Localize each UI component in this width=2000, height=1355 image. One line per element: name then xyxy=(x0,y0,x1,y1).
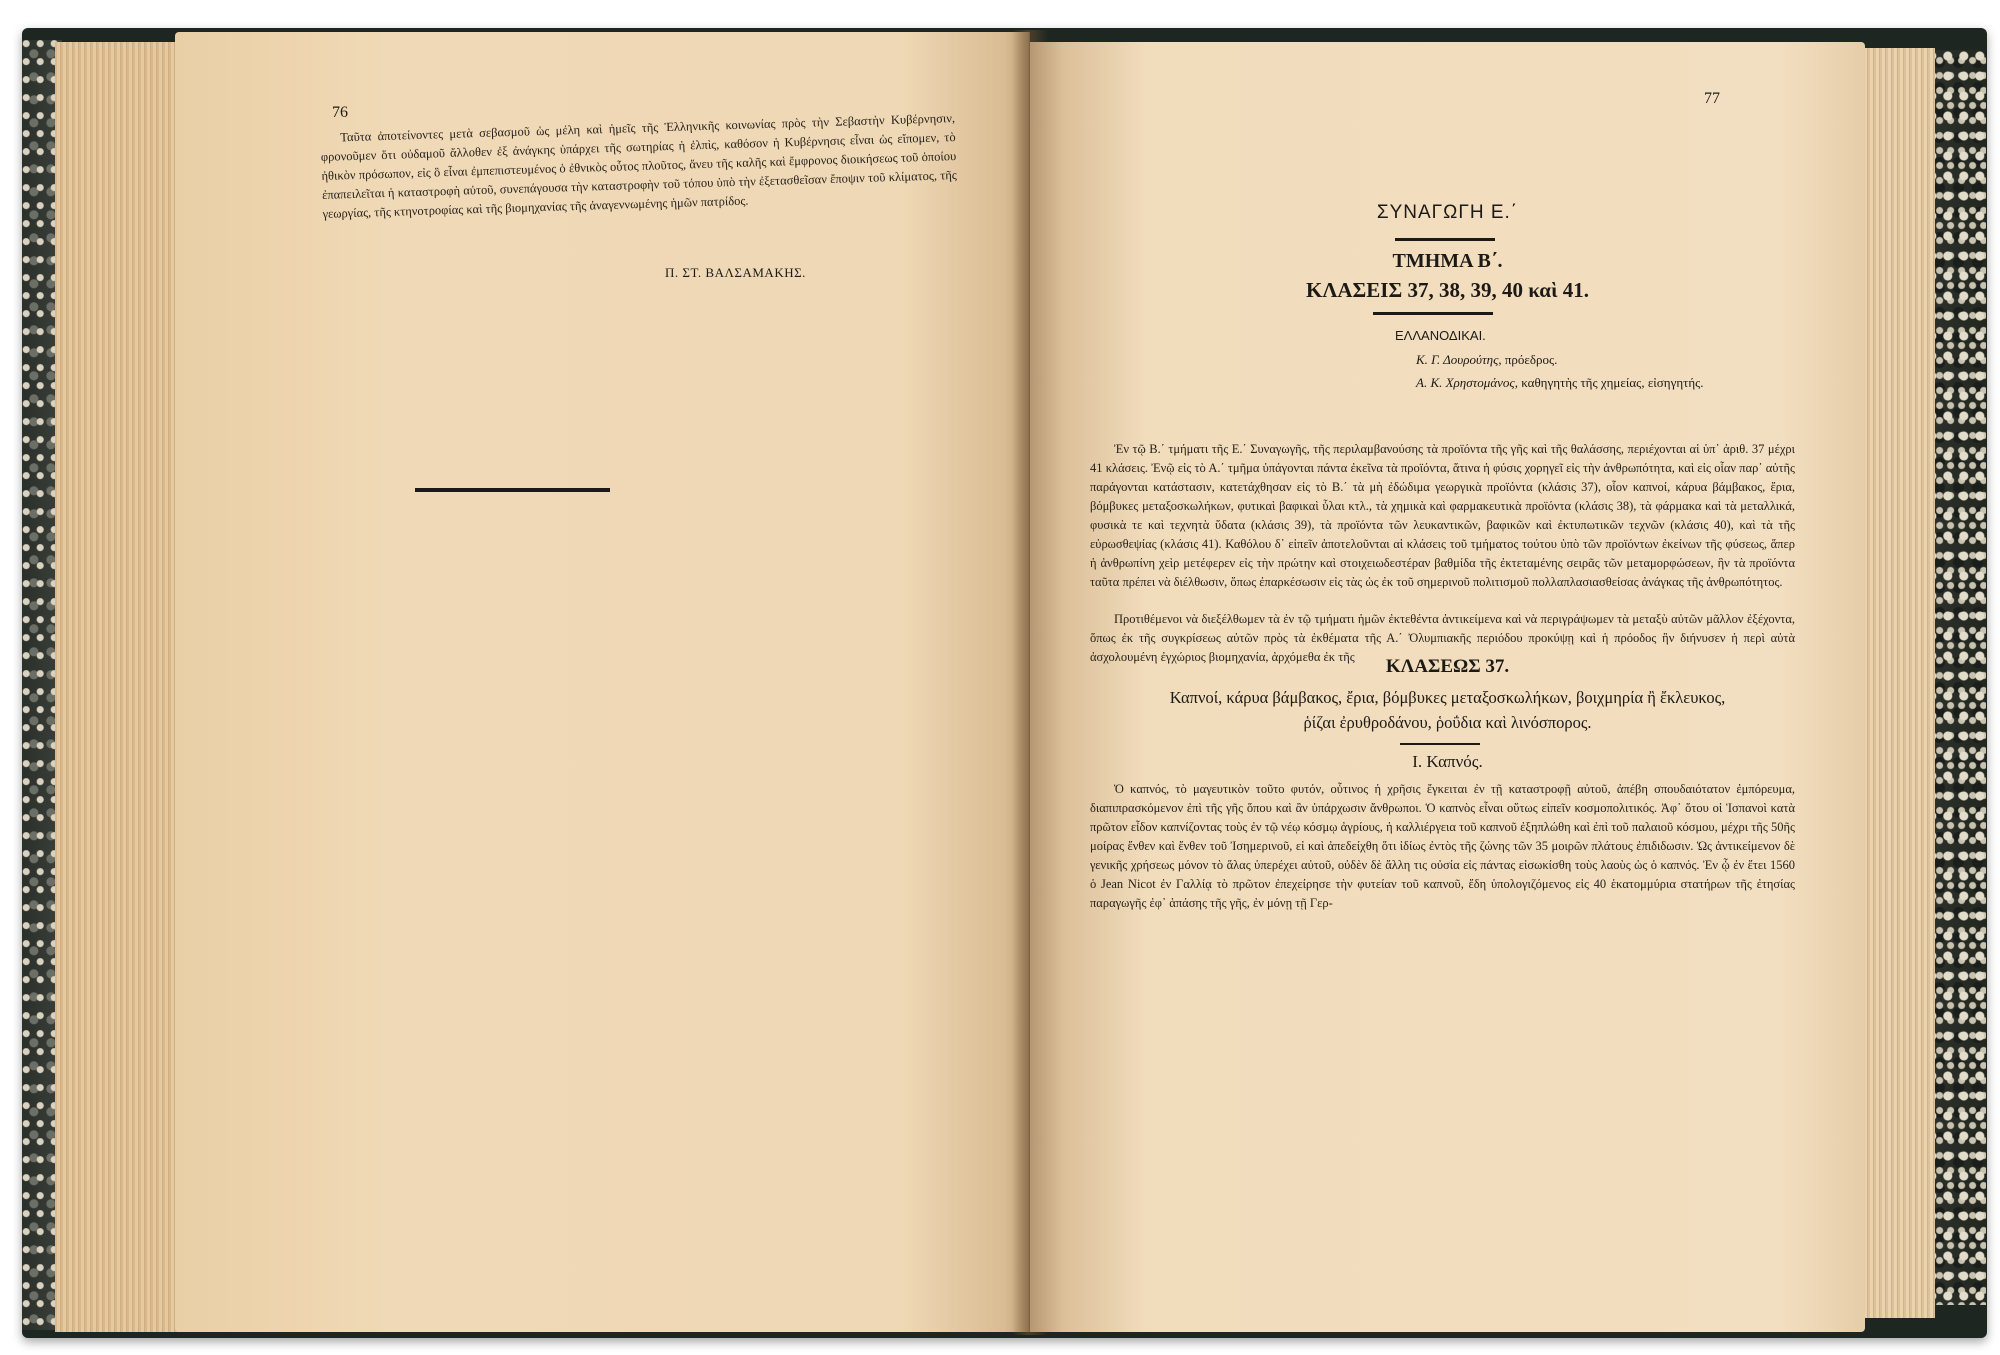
class-subtitle-line-1: Καπνοί, κάρυα βάμβακος, ἔρια, βόμβυκες μεταξοσκωλήκων, βοιχμηρία ἢ ἔκλευκος, xyxy=(1169,688,1726,707)
judge-2-role: καθηγητὴς τῆς χημείας, εἰσηγητής. xyxy=(1521,375,1704,390)
judges-label: ΕΛΛΑΝΟΔΙΚΑΙ. xyxy=(1395,328,1486,343)
heading-rule xyxy=(1395,238,1495,241)
class-subtitle-line-2: ῥίζαι ἐρυθροδάνου, ῥοΰδια καὶ λινόσπορος. xyxy=(1303,713,1592,732)
signature: Π. ΣΤ. ΒΑΛΣΑΜΑΚΗΣ. xyxy=(665,265,806,280)
judge-1-name: Κ. Γ. Δουρούτης, xyxy=(1416,352,1502,367)
judge-2-name: Α. Κ. Χρηστομάνος, xyxy=(1416,375,1518,390)
right-page xyxy=(1030,42,1865,1332)
left-page xyxy=(175,32,1030,1332)
page-number-right: 77 xyxy=(1704,90,1720,107)
left-paragraph xyxy=(320,109,958,224)
page-edges-left xyxy=(55,42,185,1332)
judge-1 xyxy=(1416,352,1557,368)
subtitle-rule xyxy=(1400,743,1480,745)
page-number-left: 76 xyxy=(332,104,348,121)
class-heading: ΚΛΑΣΕΩΣ 37. xyxy=(1385,656,1510,677)
paragraph-1 xyxy=(1090,440,1795,592)
left-paragraph-text: Ταῦτα ἀποτείνοντες μετὰ σεβασμοῦ ὡς μέλη καὶ ἡμεῖς τῆς Ἑλληνικῆς κοινωνίας πρὸς τὴν Σεβαστὴν Κυβέρνησιν, φρονοῦμεν ὅτι οὐδαμοῦ ἄλλοθεν ἐξ ἀνάγκης ὑπάρχει τῆς σωτηρίας ἡ ἐλπὶς, καθόσον ἡ Κυβέρνησις εἶναι ὡς εἴπομεν, τὸ ἠθικὸν πρόσωπον, εἰς ὃ εἶναι ἐμπεπιστευμένος ὁ ἐθνικὸς οὗτος πλοῦτος, ἄνευ τῆς καλῆς καὶ ἔμφρονος διοικήσεως τοῦ ὁποίου ἐπαπειλεῖται ἡ καταστροφὴ αὐτοῦ, συνεπάγουσα τὴν καταστροφὴν τοῦ τόπου ὑπὸ τὴν ἐξετασθεῖσαν ἔποψιν τοῦ κλίματος, τῆς γεωργίας, τῆς κτηνοτροφίας καὶ τῆς βιομηχανίας τῆς ἀναγεννωμένης ἡμῶν πατρίδος. xyxy=(320,111,957,221)
classes-rule xyxy=(1373,312,1493,315)
judge-1-role: πρόεδρος. xyxy=(1504,352,1558,367)
subsection-title: Ι. Καπνός. xyxy=(1412,752,1483,771)
paragraph-3 xyxy=(1090,780,1795,913)
paragraph-1-text: Ἐν τῷ Β.΄ τμήματι τῆς Ε.΄ Συναγωγῆς, τῆς περιλαμβανούσης τὰ προϊόντα τῆς γῆς καὶ τῆς θαλάσσης, περιέχονται αἱ ὑπ᾽ ἀριθ. 37 μέχρι 41 κλάσεις. Ἐνῷ εἰς τὸ Α.΄ τμῆμα ὑπάγονται πάντα ἐκεῖνα τὰ προϊόντα, ἅτινα ἡ φύσις χορηγεῖ εἰς τὴν ἀνθρωπότητα, καὶ εἰς οἷαν παρ᾽ αὐτῆς παράγονται κατάστασιν, κατετάχθησαν εἰς τὸ Β.΄ τὰ μὴ ἐδώδιμα γεωργικὰ προϊόντα (κλάσις 37), οἷον καπνοί, κάρυα βάμβακος, ἔρια, βόμβυκες μεταξοσκωλήκων, φυτικαὶ βαφικαὶ ὗλαι κτλ., τὰ χημικὰ καὶ φαρμακευτικὰ προϊόντα (κλάσις 38), τὰ φάρμακα καὶ τὰ μεταλλικά, φυσικὰ τε καὶ τεχνητὰ ὕδατα (κλάσις 39), τὰ προϊόντα τῶν λευκαντικῶν, βαφικῶν καὶ ἐκτυπωτικῶν τεχνῶν (κλάσις 40), καὶ τὰ τῆς εὐρωσθεψίας (κλάσις 41). Καθόλου δ᾽ εἰπεῖν ἀποτελοῦνται αἱ κλάσεις τοῦ τμήματος τούτου ὑπὸ τῶν προϊόντων ἐκείνων τῆς φύσεως, ἅπερ ἡ ἀνθρωπίνη χεὶρ μετέφερεν εἰς τὴν πρώτην καὶ στοιχειωδεστέραν βαθμίδα τῆς ἐκτεταμένης σειρᾶς τῶν μεταμορφώσεων, ἣν τὰ προϊόντα ταῦτα πρέπει νὰ διέλθωσιν, ὅπως ἐπαρκέσωσιν εἰς τὰς ὡς ἐκ τοῦ σημερινοῦ πολιτισμοῦ πολλαπλασιασθείσας ἀνάγκας τῆς ἀνθρωπότητος. xyxy=(1090,442,1795,589)
collection-heading: ΣΥΝΑΓΩΓΗ Ε.΄ xyxy=(1376,202,1519,223)
paragraph-2-text: Προτιθέμενοι νὰ διεξέλθωμεν τὰ ἐν τῷ τμήματι ἡμῶν ἐκτεθέντα ἀντικείμενα καὶ νὰ περιγράψωμεν τὰ μεταξὺ αὐτῶν μᾶλλον ἐξέχοντα, ὅπως ἐκ τῆς συγκρίσεως αὐτῶν πρὸς τὰ ἐκθέματα τῆς Α.΄ Ὀλυμπιακῆς περιόδου προκύψῃ καὶ ἡ πρόοδος ἣν διήνυσεν ἡ περὶ αὐτὰ ἀσχολουμένη ἐγχώριος βιομηχανία, ἀρχόμεθα ἐκ τῆς xyxy=(1090,612,1795,664)
judge-2 xyxy=(1416,375,1704,391)
closing-rule xyxy=(415,488,610,492)
paragraph-3-text: Ὁ καπνός, τὸ μαγευτικὸν τοῦτο φυτόν, οὗτινος ἡ χρῆσις ἔγκειται ἐν τῇ καταστροφῇ αὐτοῦ, ἀπέβη σπουδαιότατον ἐμπόρευμα, διαπιπρασκόμενον ἐπὶ τῆς γῆς ὅπου καὶ ἂν ὑπάρχωσιν ἄνθρωποι. Ὁ καπνὸς εἶναι οὕτως εἰπεῖν κοσμοπολιτικός. Ἀφ᾽ ὅτου οἱ Ἱσπανοὶ κατὰ πρῶτον εἶδον καπνίζοντας τοὺς ἐν τῷ νέῳ κόσμῳ ἀγρίους, ἡ καλλιέργεια τοῦ καπνοῦ ἐξηπλώθη καὶ ἐπὶ τοῦ παλαιοῦ κόσμου, μέχρι τῆς 50ῆς μοίρας ἔνθεν καὶ ἔνθεν τοῦ Ἰσημερινοῦ, εἰ καὶ ἀπεδείχθη ὅτι ἰδίως ἐντὸς τῆς ζώνης τῶν 35 μοιρῶν πλάτους ἐπιδιδωσιν. Ὡς ἀντικείμενον δὲ γενικῆς χρήσεως μόνον τὸ ἅλας ὑπερέχει αὐτοῦ, οὐδὲν δὲ ἄλλη τις οὐσία εἰς πάντας εἰσωκίσθη τοὺς λαοὺς ὡς ὁ καπνός. Ἐν ᾧ ἐν ἔτει 1560 ὁ Jean Nicot ἐν Γαλλίᾳ τὸ πρῶτον ἐπεχείρησε τὴν φυτείαν τοῦ καπνοῦ, ἔδη ὑπολογιζόμενος εἰς 40 ἑκατομμύρια στατήρων τῆς ἐτησίας παραγωγῆς ἐφ᾽ ἁπάσης τῆς γῆς, ἐν μόνῃ τῇ Γερ- xyxy=(1090,782,1795,910)
classes-title: ΚΛΑΣΕΙΣ 37, 38, 39, 40 καὶ 41. xyxy=(1306,278,1589,302)
section-title: ΤΜΗΜΑ Β΄. xyxy=(1392,250,1503,272)
